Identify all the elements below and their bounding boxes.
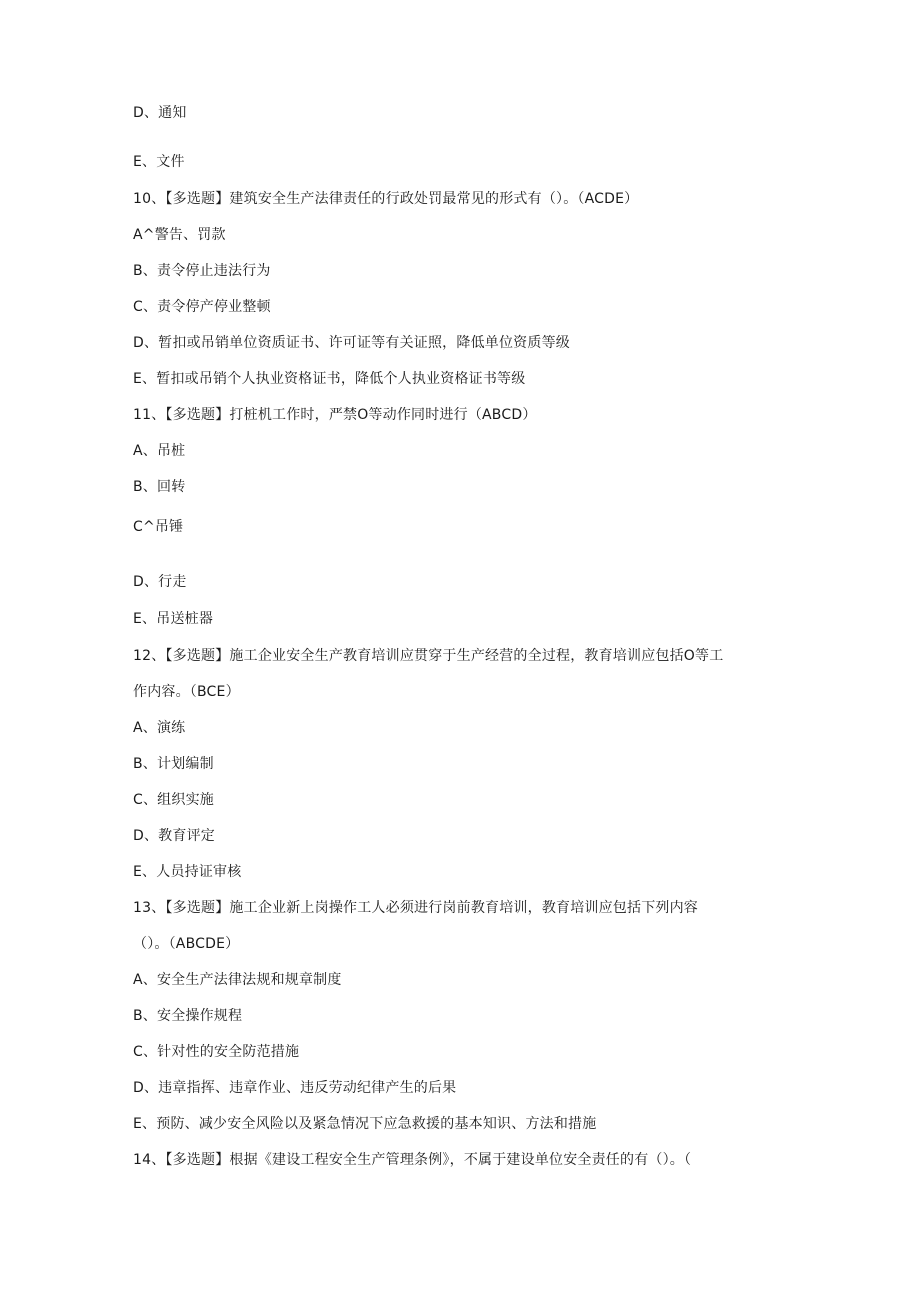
question-12-cont: 作内容。（BCE） — [133, 684, 240, 700]
option-13d: D、违章指挥、违章作业、违反劳动纪律产生的后果 — [133, 1080, 457, 1096]
option-11c: C^吊锤 — [133, 519, 184, 535]
option-10b: B、责令停止违法行为 — [133, 263, 271, 279]
option-11d: D、行走 — [133, 574, 187, 590]
option-11b: B、回转 — [133, 479, 186, 495]
option-13c: C、针对性的安全防范措施 — [133, 1044, 300, 1060]
option-10e: E、暂扣或吊销个人执业资格证书，降低个人执业资格证书等级 — [133, 371, 526, 387]
option-12e: E、人员持证审核 — [133, 864, 242, 880]
option-13b: B、安全操作规程 — [133, 1008, 243, 1024]
option-9e: E、文件 — [133, 154, 185, 170]
question-12: 12、【多选题】施工企业安全生产教育培训应贯穿于生产经营的全过程，教育培训应包括O等工 — [133, 648, 724, 664]
question-13: 13、【多选题】施工企业新上岗操作工人必须进行岗前教育培训，教育培训应包括下列内容 — [133, 900, 699, 916]
option-10c: C、责令停产停业整顿 — [133, 299, 271, 315]
question-14: 14、【多选题】根据《建设工程安全生产管理条例》，不属于建设单位安全责任的有（）。（ — [133, 1152, 692, 1168]
option-11e: E、吊送桩器 — [133, 611, 214, 627]
option-13a: A、安全生产法律法规和规章制度 — [133, 972, 342, 988]
option-9d: D、通知 — [133, 105, 187, 121]
question-10: 10、【多选题】建筑安全生产法律责任的行政处罚最常见的形式有（）。（ACDE） — [133, 191, 639, 207]
option-12d: D、教育评定 — [133, 828, 215, 844]
option-11a: A、吊桩 — [133, 443, 186, 459]
option-10a: A^警告、罚款 — [133, 227, 226, 243]
question-13-cont: （）。（ABCDE） — [133, 936, 240, 952]
option-10d: D、暂扣或吊销单位资质证书、许可证等有关证照，降低单位资质等级 — [133, 335, 570, 351]
option-13e: E、预防、减少安全风险以及紧急情况下应急救援的基本知识、方法和措施 — [133, 1116, 597, 1132]
question-11: 11、【多选题】打桩机工作时，严禁O等动作同时进行（ABCD） — [133, 407, 537, 423]
option-12b: B、计划编制 — [133, 756, 214, 772]
option-12c: C、组织实施 — [133, 792, 214, 808]
option-12a: A、演练 — [133, 720, 186, 736]
